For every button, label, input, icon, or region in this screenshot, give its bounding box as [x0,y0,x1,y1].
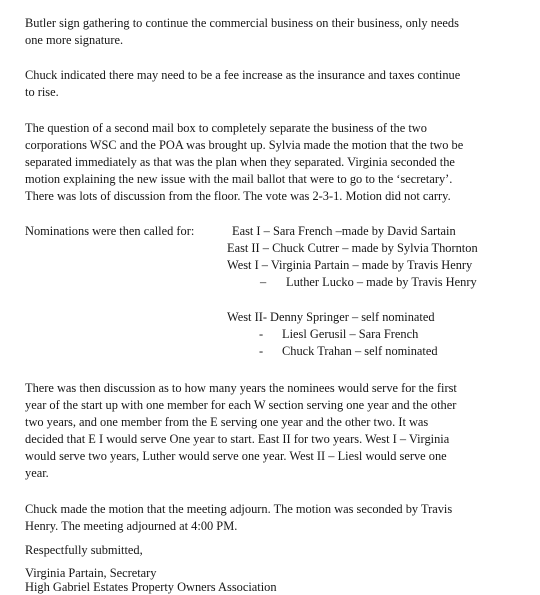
nomination-west-2-chuck: Chuck Trahan – self nominated [282,344,438,358]
nomination-west-2-denny: West II- Denny Springer – self nominated [227,310,435,324]
text-line: Chuck made the motion that the meeting adjourn. The motion was seconded by Travis [25,502,453,516]
text-line: would serve two years, Luther would serve one year. West II – Liesl would serve one [25,449,447,463]
nomination-dash: – [260,275,267,289]
text-line: The question of a second mail box to completely separate the business of the two [25,121,427,135]
text-line: year of the start up with one member for each W section serving one year and the other [25,398,457,412]
nominations-intro: Nominations were then called for: [25,224,195,238]
text-line: one more signature. [25,33,124,47]
text-line: two years, and one member from the E serving one year and the other two. It was [25,415,429,429]
nomination-east-2: East II – Chuck Cutrer – made by Sylvia Thornton [227,241,478,255]
text-line: There was lots of discussion from the floor. The vote was 2-3-1. Motion did not carry. [25,189,451,203]
text-line: Henry. The meeting adjourned at 4:00 PM. [25,519,238,533]
signature-name: Virginia Partain, Secretary [25,566,157,580]
nomination-west-1-virginia: West I – Virginia Partain – made by Travis Henry [227,258,473,272]
text-line: motion explaining the new issue with the mail ballot that were to go to the ‘secretary’. [25,172,453,186]
nomination-west-2-liesl: Liesl Gerusil – Sara French [282,327,419,341]
nomination-dash: - [259,344,264,358]
text-line: year. [25,466,49,480]
text-line: separated immediately as that was the plan when they separated. Virginia seconded the [25,155,455,169]
text-line: Butler sign gathering to continue the commercial business on their business, only needs [25,16,459,30]
closing-text: Respectfully submitted, [25,543,143,557]
nomination-west-1-luther: Luther Lucko – made by Travis Henry [286,275,477,289]
text-line: corporations WSC and the POA was brought up. Sylvia made the motion that the two be [25,138,464,152]
text-line: There was then discussion as to how many years the nominees would serve for the first [25,381,457,395]
organization-name: High Gabriel Estates Property Owners Association [25,580,277,594]
nomination-east-1: East I – Sara French –made by David Sartain [232,224,456,238]
nomination-dash: - [259,327,264,341]
text-line: to rise. [25,85,59,99]
text-line: decided that E I would serve One year to start. East II for two years. West I – Virginia [25,432,450,446]
text-line: Chuck indicated there may need to be a fee increase as the insurance and taxes continue [25,68,461,82]
